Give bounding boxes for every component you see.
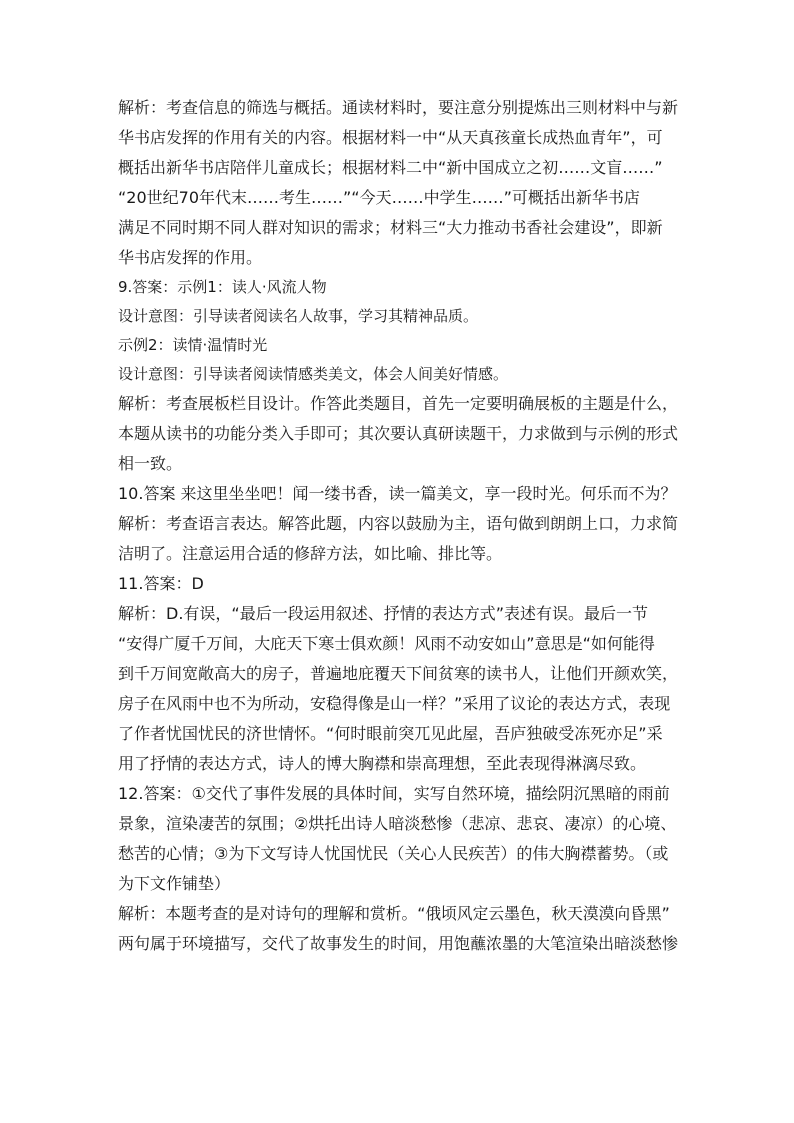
text-line: 用了抒情的表达方式，诗人的博大胸襟和崇高理想，至此表现得淋漓尽致。 <box>118 754 647 773</box>
text-line: 愁苦的心情；③为下文写诗人忧国忧民（关心人民疾苦）的伟大胸襟蓄势。（或 <box>118 844 669 863</box>
text-line: 景象，渲染凄苦的氛围；②烘托出诗人暗淡愁惨（悲凉、悲哀、凄凉）的心境、 <box>118 814 677 833</box>
answer-9: 9.答案：示例1：读人·风流人物 <box>118 278 327 296</box>
text-line: 洁明了。注意运用合适的修辞方法，如比喻、排比等。 <box>118 544 503 563</box>
text-line: 本题从读书的功能分类入手即可；其次要认真研读题干，力求做到与示例的形式 <box>118 424 679 443</box>
text-line: “安得广厦千万间，大庇天下寒士俱欢颜！风雨不动安如山”意思是“如何能得 <box>118 634 655 653</box>
text-line: 示例2：读情·温情时光 <box>118 336 268 354</box>
text-line: 解析：考查信息的筛选与概括。通读材料时，要注意分别提炼出三则材料中与新 <box>118 98 679 117</box>
document-page <box>118 93 678 959</box>
text-line: “20世纪70年代末……考生……”“今天……中学生……”可概括出新华书店 <box>118 188 640 207</box>
text-line: 房子在风雨中也不为所动，安稳得像是山一样？”采用了议论的表达方式，表现 <box>118 694 671 713</box>
text-line: 设计意图：引导读者阅读名人故事，学习其精神品质。 <box>118 307 479 325</box>
text-line: 解析：考查展板栏目设计。作答此类题目，首先一定要明确展板的主题是什么， <box>118 394 679 413</box>
text-line: 满足不同时期不同人群对知识的需求；材料三“大力推动书香社会建设”，即新 <box>118 218 663 237</box>
text-line: 了作者忧国忧民的济世情怀。“何时眼前突兀见此屋，吾庐独破受冻死亦足”采 <box>118 724 663 743</box>
text-line: 华书店发挥的作用。 <box>118 248 263 267</box>
text-line: 为下文作铺垫） <box>118 874 231 893</box>
text-line: 两句属于环境描写，交代了故事发生的时间，用饱蘸浓墨的大笔渲染出暗淡愁惨 <box>118 934 679 953</box>
answer-10: 10.答案 来这里坐坐吧！闻一缕书香，读一篇美文，享一段时光。何乐而不为？ <box>118 484 677 503</box>
text-line: 相一致。 <box>118 454 183 473</box>
answer-12: 12.答案：①交代了事件发展的具体时间，实写自然环境，描绘阴沉黑暗的雨前 <box>118 784 670 803</box>
text-line: 概括出新华书店陪伴儿童成长；根据材料二中“新中国成立之初……文盲……” <box>118 158 663 177</box>
text-line: 解析：考查语言表达。解答此题，内容以鼓励为主，语句做到朗朗上口，力求简 <box>118 514 679 533</box>
answer-11: 11.答案：D <box>118 574 204 593</box>
text-line: 设计意图：引导读者阅读情感类美文，体会人间美好情感。 <box>118 365 509 383</box>
text-line: 解析：本题考查的是对诗句的理解和赏析。“俄顷风定云墨色，秋天漠漠向昏黑” <box>118 904 670 923</box>
text-line: 解析：D.有误，“最后一段运用叙述、抒情的表达方式”表述有误。最后一节 <box>118 604 648 623</box>
text-line: 到千万间宽敞高大的房子，普遍地庇覆天下间贫寒的读书人，让他们开颜欢笑， <box>118 664 679 683</box>
text-line: 华书店发挥的作用有关的内容。根据材料一中“从天真孩童长成热血青年”，可 <box>118 128 663 147</box>
